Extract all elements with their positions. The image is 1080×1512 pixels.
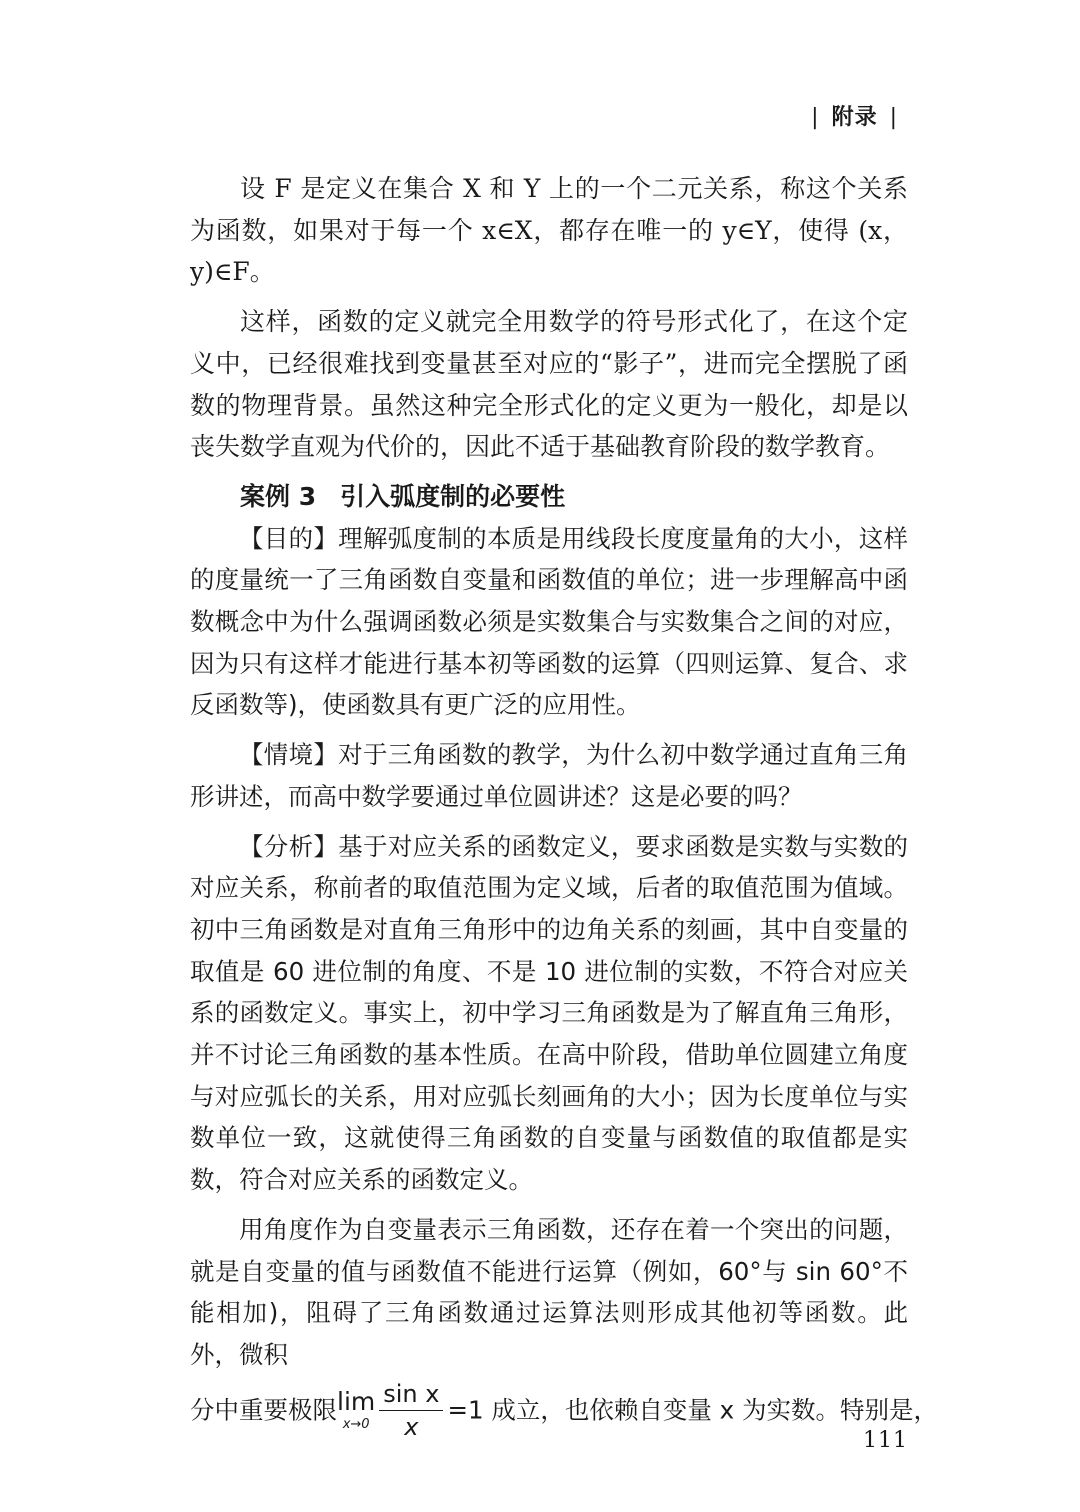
formula-lead-text: 分中重要极限 — [190, 1395, 337, 1425]
analysis-tag: 【分析】 — [239, 831, 339, 861]
paragraph-purpose — [190, 518, 908, 727]
paragraph-analysis — [190, 826, 908, 1201]
limit-subscript: x→0 — [342, 1417, 370, 1433]
situation-text: 对于三角函数的教学，为什么初中数学通过直角三角形讲述，而高中数学要通过单位圆讲述？这是必要的吗？ — [190, 740, 908, 811]
fraction-denominator: x — [404, 1412, 419, 1441]
header-divider-left: | — [811, 105, 820, 130]
case-title: 引入弧度制的必要性 — [340, 481, 566, 511]
header-section: 附录 — [831, 105, 878, 130]
fraction-numerator: sin x — [379, 1382, 443, 1411]
paragraph-formalization: 这样，函数的定义就完全用数学的符号形式化了，在这个定义中，已经很难找到变量甚至对应的“影子”，进而完全摆脱了函数的物理背景。虽然这种完全形式化的定义更为一般化，却是以丧失数学直观为代价的，因此不适于基础教育阶段的数学教育。 — [190, 307, 908, 462]
paragraph-function-definition: 设 F 是定义在集合 X 和 Y 上的一个二元关系，称这个关系为函数，如果对于每一个 x∈X，都存在唯一的 y∈Y，使得 (x，y)∈F。 — [190, 174, 908, 287]
running-header — [799, 100, 910, 131]
case-number: 案例 3 — [240, 481, 317, 511]
paragraph-angle-problem: 用角度作为自变量表示三角函数，还存在着一个突出的问题，就是自变量的值与函数值不能进行运算（例如，60°与 sin 60°不能相加)，阻碍了三角函数通过运算法则形成其他初等函数。此外，微积 — [190, 1214, 908, 1369]
purpose-tag: 【目的】 — [239, 523, 339, 553]
formula-trail-text: =1 成立，也依赖自变量 x 为实数。特别是， — [447, 1395, 938, 1425]
case-heading — [190, 476, 908, 518]
fraction — [379, 1379, 443, 1441]
limit-word: lim — [337, 1387, 376, 1417]
paragraph-situation — [190, 734, 908, 817]
purpose-text: 理解弧度制的本质是用线段长度度量角的大小，这样的度量统一了三角函数自变量和函数值的单位；进一步理解高中函数概念中为什么强调函数必须是实数集合与实数集合之间的对应，因为只有这样才能进行基本初等函数的运算（四则运算、复合、求反函数等)，使函数具有更广泛的应用性。 — [190, 523, 908, 720]
situation-tag: 【情境】 — [239, 740, 339, 770]
limit-operator — [337, 1389, 375, 1431]
page-number: 111 — [863, 1428, 908, 1453]
analysis-text: 基于对应关系的函数定义，要求函数是实数与实数的对应关系，称前者的取值范围为定义域，后者的取值范围为值域。初中三角函数是对直角三角形中的边角关系的刻画，其中自变量的取值是 60 进位制的角度、不是 10 进位制的实数，不符合对应关系的函数定义。事实上，初中学习三角函数是为了解直角三角形，并不讨论三角函数的基本性质。在高中阶段，借助单位圆建立角度与对应弧长的关系，用对应弧长刻画角的大小；因为长度单位与实数单位一致，这就使得三角函数的自变量与函数值的取值都是实数，符合对应关系的函数定义。 — [190, 831, 908, 1195]
header-divider-right: | — [889, 105, 898, 130]
